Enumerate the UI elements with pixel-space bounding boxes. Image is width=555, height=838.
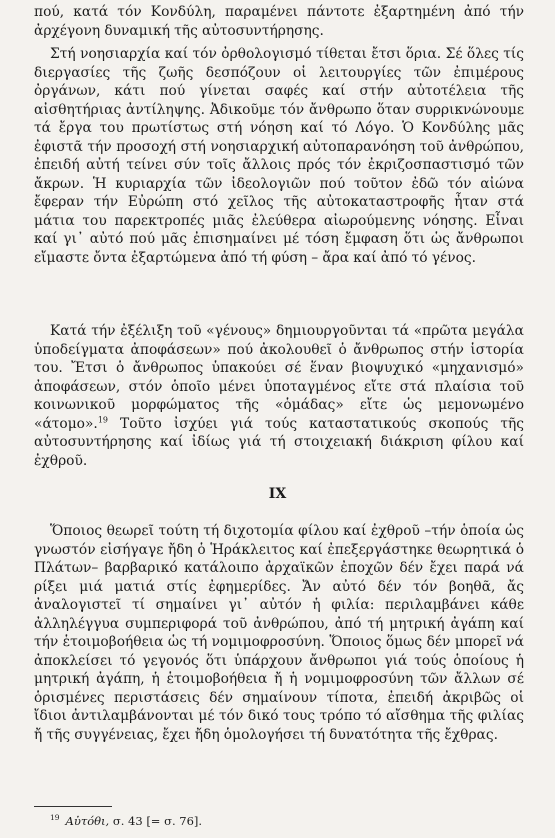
footnote-reference-19: 19 <box>97 414 108 424</box>
paragraph-3 <box>34 322 524 470</box>
footnote-rule <box>34 806 112 807</box>
footnote-citation: σ. 43 [= σ. 76]. <box>109 814 203 828</box>
section-heading: IX <box>268 486 287 502</box>
footnote-number: 19 <box>50 813 60 823</box>
paragraph-2: Στή νοησιαρχία καί τόν ὀρθολογισμό τίθεται ἔτσι ὅρια. Σέ ὅλες τίς διεργασίες τῆς ζωῆς δεσπόζουν οἱ λειτουργίες τῶν ἐπιμέρους ὀργάνων, κάτι πού γίνεται σαφές καί στήν αὐτοτέλεια τῆς αἰσθητήριας ἀντίληψης. Ἀδικοῦμε τόν ἄνθρωπο ὅταν συρρικνώνουμε τά ἔργα του πρωτίστως στή νόηση καί τό Λόγο. Ὁ Κονδύλης μᾶς ἐφιστᾶ τήν προσοχή στή νοησιαρχική αὐτοπαρανόηση τοῦ ἀνθρώπου, ἐπειδή αὐτή τείνει σύν τοῖς ἄλλοις πρός τόν ἐκριζοσπαστισμό τῶν ἄκρων. Ἡ κυριαρχία τῶν ἰδεολογιῶν πού τοῦτον ἐδῶ τόν αἰώνα ἔφεραν τήν Εὐρώπη στό χεῖλος τῆς αὐτοκαταστροφῆς ἦταν στά μάτια του παρεκτροπές μιᾶς ἐλεύθερα αἰωρούμενης νόησης. Εἶναι καί γι᾿ αὐτό πού μᾶς ἐπισημαίνει μέ τόση ἔμφαση ὅτι ὡς ἄνθρωποι εἴμαστε ὄντα ἐξαρτώμενα ἀπό τή φύση – ἄρα καί ἀπό τό γένος. <box>34 46 524 266</box>
paragraph-4: Ὅποιος θεωρεῖ τούτη τή διχοτομία φίλου καί ἐχθροῦ –τήν ὁποία ὡς γνωστόν εἰσήγαγε ἤδη ὁ Ἡράκλειτος καί ἐπεξεργάστηκε θεωρητικά ὁ Πλάτων– βαρβαρικό κατάλοιπο ἀρχαϊκῶν ἐποχῶν δέν ἔχει παρά νά ρίξει μιά ματιά στίς ἐφημερίδες. Ἄν αὐτό δέν τόν βοηθᾶ, ἄς ἀναλογιστεῖ τί σημαίνει γι᾿ αὐτόν ἡ φιλία: περιλαμβάνει κάθε ἀλληλέγγυα συμπεριφορά τοῦ ἀνθρώπου, ἀπό τή μητρική ἀγάπη καί τήν ἑτοιμοβοήθεια ὡς τή νομιμοφροσύνη. Ὅποιος ὅμως δέν μπορεῖ νά ἀποκλείσει τό γεγονός ὅτι ὑπάρχουν ἄνθρωποι γιά τούς ὁποίους ἡ μητρική ἀγάπη, ἡ ἑτοιμοβοήθεια ἤ ἡ νομιμοφροσύνη τῶν ἄλλων σέ ὁρισμένες περιστάσεις δέν σημαίνουν τίποτα, ἐπειδή ἀκριβῶς οἱ ἴδιοι ἀντιλαμβάνονται μέ τόν δικό τους τρόπο τό αἴσθημα τῆς φιλίας ἤ τῆς συγγένειας, ἔχει ἤδη ὁμολογήσει τή δυνατότητα τῆς ἔχθρας. <box>34 523 524 743</box>
footnote-source: Αὐτόθι, <box>65 814 110 828</box>
paragraph-3-text-after: Τοῦτο ἰσχύει γιά τούς καταστατικούς σκοπούς τῆς αὐτοσυντήρησης καί ἰδίως γιά τή στοιχειακή διάκριση φίλου καί ἐχθροῦ. <box>34 415 524 469</box>
paragraph-1: πού, κατά τόν Κονδύλη, παραμένει πάντοτε ἐξαρτημένη ἀπό τήν ἀρχέγονη δυναμική τῆς αὐτοσυντήρησης. <box>34 4 524 39</box>
paragraph-3-text-before: Κατά τήν ἐξέλιξη τοῦ «γένους» δημιουργοῦνται τά «πρῶτα μεγάλα ὑποδείγματα ἀποφάσεων» πού ἀκολουθεῖ ὁ ἄνθρωπος στήν ἱστορία του. Ἔτσι ὁ ἄνθρωπος ὑπακούει σέ ἕναν βιοψυχικό «μηχανισμό» ἀποφάσεων, στόν ὁποῖο μένει ὑποταγμένος εἴτε στά πλαίσια τοῦ κοινωνικοῦ μορφώματος τῆς «ὁμάδας» εἴτε ὡς μεμονωμένο «άτομο». <box>34 323 524 432</box>
footnote <box>50 814 202 828</box>
